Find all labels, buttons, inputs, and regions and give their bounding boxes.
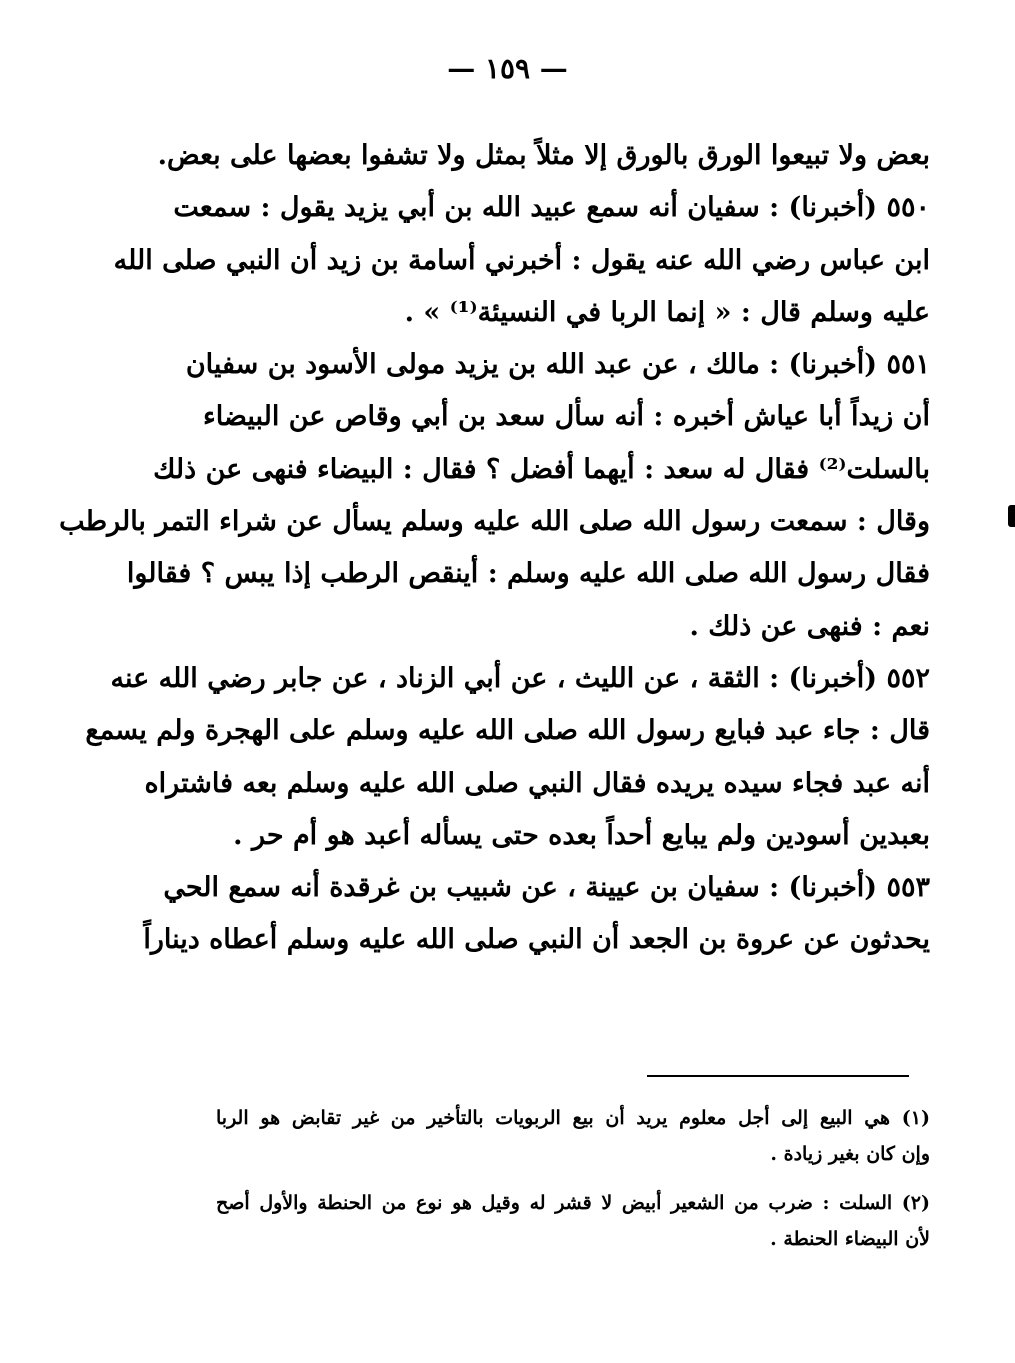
footnote-line: لأن البيضاء الحنطة . — [770, 1228, 930, 1250]
text-line: ٥٥٠ (أخبرنا) : سفيان أنه سمع عبيد الله بن أبي يزيد يقول : سمعت — [173, 192, 930, 224]
footnote-line: (٢) السلت : ضرب من الشعير أبيض لا قشر له وقيل هو نوع من الحنطة والأول أصح — [216, 1192, 930, 1214]
text-line: بالسلت⁽²⁾ فقال له سعد : أيهما أفضل ؟ فقال : البيضاء فنهى عن ذلك — [153, 453, 930, 485]
text-line: وقال : سمعت رسول الله صلى الله عليه وسلم يسأل عن شراء التمر بالرطب — [59, 506, 930, 538]
footnote-gap — [216, 1172, 930, 1185]
footnote-line: وإن كان بغير زيادة . — [770, 1143, 930, 1165]
main-text — [59, 130, 930, 967]
text-line: ٥٥٢ (أخبرنا) : الثقة ، عن الليث ، عن أبي الزناد ، عن جابر رضي الله عنه — [110, 662, 930, 694]
text-line: بعبدين أسودين ولم يبايع أحداً بعده حتى يسأله أعبد هو أم حر . — [233, 819, 930, 851]
text-line: ابن عباس رضي الله عنه يقول : أخبرني أسامة بن زيد أن النبي صلى الله — [113, 244, 930, 276]
text-line: فقال رسول الله صلى الله عليه وسلم : أينقص الرطب إذا يبس ؟ فقالوا — [126, 558, 930, 590]
text-line: نعم : فنهى عن ذلك . — [689, 610, 930, 642]
text-line: ٥٥١ (أخبرنا) : مالك ، عن عبد الله بن يزيد مولى الأسود بن سفيان — [185, 349, 930, 381]
footnote-separator — [647, 1075, 909, 1077]
scan-edge-mark — [1008, 505, 1015, 527]
footnotes — [216, 1100, 930, 1257]
text-line: يحدثون عن عروة بن الجعد أن النبي صلى الله عليه وسلم أعطاه ديناراً — [143, 924, 930, 956]
text-line: ٥٥٣ (أخبرنا) : سفيان بن عيينة ، عن شبيب بن غرقدة أنه سمع الحي — [163, 872, 930, 904]
text-line: عليه وسلم قال : « إنما الربا في النسيئة⁽¹⁾ » . — [404, 296, 930, 328]
text-line: قال : جاء عبد فبايع رسول الله صلى الله عليه وسلم على الهجرة ولم يسمع — [85, 715, 930, 747]
page-number: — ١٥٩ — — [447, 52, 568, 85]
text-line: أن زيداً أبا عياش أخبره : أنه سأل سعد بن أبي وقاص عن البيضاء — [203, 401, 930, 433]
footnote-line: (١) هي البيع إلى أجل معلوم يريد أن بيع الربويات بالتأخير من غير تقابض هو الربا — [216, 1107, 930, 1129]
text-line: أنه عبد فجاء سيده يريده فقال النبي صلى الله عليه وسلم بعه فاشتراه — [144, 767, 930, 799]
text-line: بعض ولا تبيعوا الورق بالورق إلا مثلاً بمثل ولا تشفوا بعضها على بعض. — [157, 140, 930, 171]
